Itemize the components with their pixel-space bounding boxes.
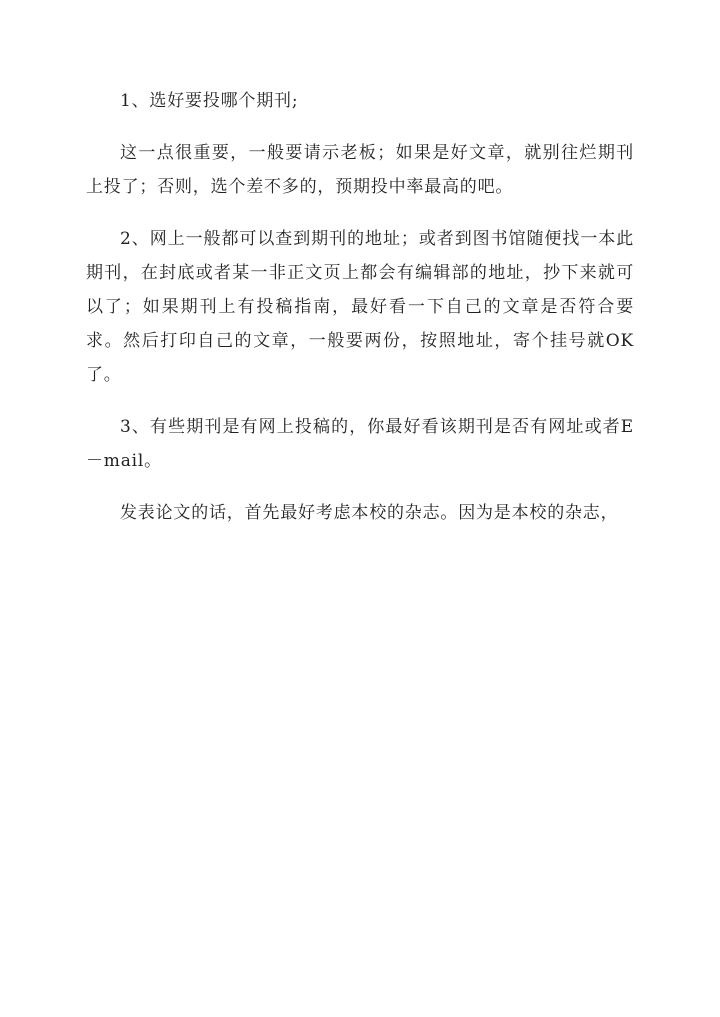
- paragraph-step-1: 1、选好要投哪个期刊;: [120, 91, 299, 111]
- paragraph-step-3: 3、有些期刊是有网上投稿的，你最好看该期刊是否有网址或者E－mail。: [86, 417, 634, 471]
- paragraph-school-journal: 发表论文的话，首先最好考虑本校的杂志。因为是本校的杂志，: [120, 503, 619, 523]
- paragraph-step-1-detail: 这一点很重要，一般要请示老板；如果是好文章，就别往烂期刊上投了；否则，选个差不多的，预期投中率最高的吧。: [86, 143, 634, 197]
- paragraph-step-2: 2、网上一般都可以查到期刊的地址；或者到图书馆随便找一本此期刊，在封底或者某一非正文页上都会有编辑部的地址，抄下来就可以了；如果期刊上有投稿指南，最好看一下自己的文章是否符合要求。然后打印自己的文章，一般要两份，按照地址，寄个挂号就OK了。: [86, 229, 634, 385]
- document-body: [86, 84, 634, 548]
